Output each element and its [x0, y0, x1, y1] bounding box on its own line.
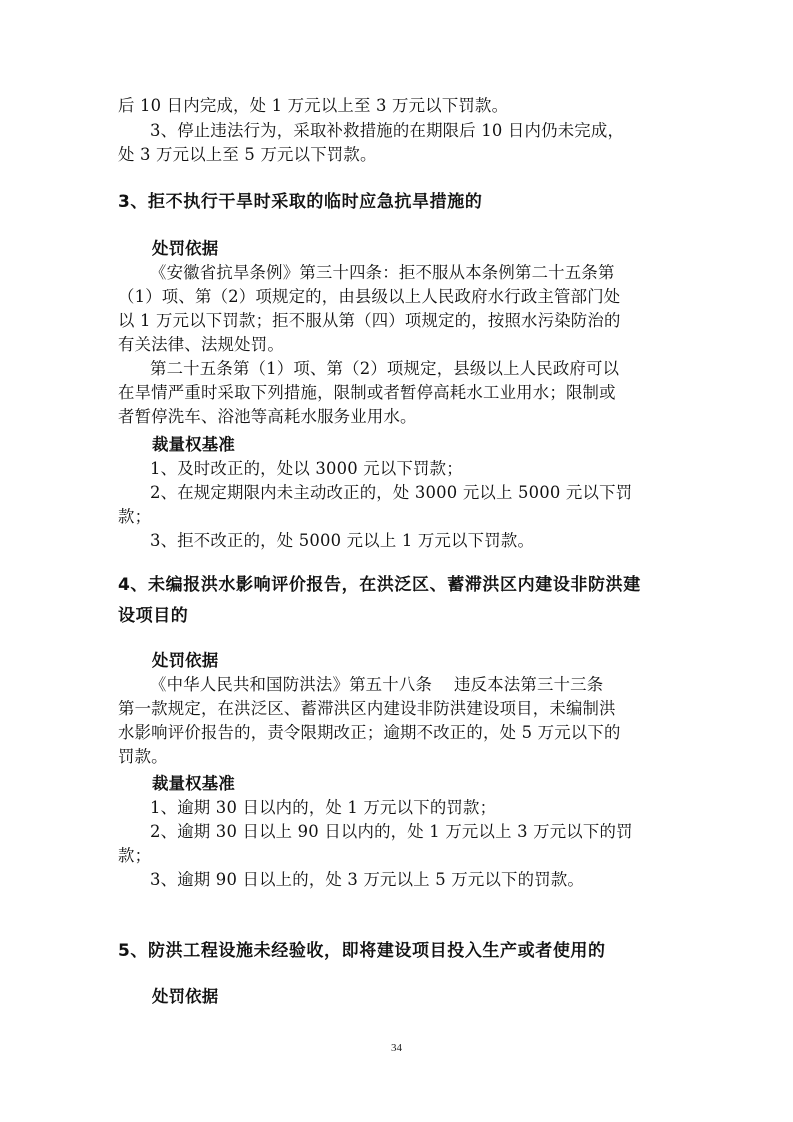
section-3-basis-line: 有关法律、法规处罚。: [118, 335, 284, 354]
section-3-basis-title: 处罚依据: [152, 239, 219, 258]
section-3-basis-line: （1）项、第（2）项规定的，由县级以上人民政府水行政主管部门处: [118, 287, 621, 306]
section-4-basis-line: 第一款规定，在洪泛区、蓄滞洪区内建设非防洪建设项目，未编制洪: [118, 699, 616, 718]
section-4-standard-line: 款；: [118, 846, 152, 865]
section-4-basis-title: 处罚依据: [152, 651, 219, 670]
section-4-basis-line: 水影响评价报告的，责令限期改正；逾期不改正的，处 5 万元以下的: [118, 723, 621, 742]
section-4-heading: 设项目的: [118, 606, 189, 626]
section-4-basis-line: 《中华人民共和国防洪法》第五十八条 违反本法第三十三条: [150, 675, 604, 694]
section-5-heading: 5、防洪工程设施未经验收，即将建设项目投入生产或者使用的: [118, 941, 606, 961]
section-3-heading: 3、拒不执行干旱时采取的临时应急抗旱措施的: [118, 192, 483, 212]
page-number: 34: [391, 1042, 402, 1054]
section-3-standard-line: 款；: [118, 507, 152, 526]
section-3-basis-line: 者暂停洗车、浴池等高耗水服务业用水。: [118, 407, 417, 426]
section-3-basis-line: 以 1 万元以下罚款；拒不服从第（四）项规定的，按照水污染防治的: [118, 311, 621, 330]
section-3-standard-line: 1、及时改正的，处以 3000 元以下罚款；: [150, 459, 463, 478]
body-line: 3、停止违法行为，采取补救措施的在期限后 10 日内仍未完成，: [150, 121, 625, 140]
section-4-basis-line: 罚款。: [118, 747, 168, 766]
section-4-standard-title: 裁量权基准: [152, 774, 235, 793]
body-line: 后 10 日内完成，处 1 万元以上至 3 万元以下罚款。: [118, 96, 509, 115]
section-4-standard-line: 3、逾期 90 日以上的，处 3 万元以上 5 万元以下的罚款。: [150, 870, 585, 889]
section-3-basis-line: 《安徽省抗旱条例》第三十四条：拒不服从本条例第二十五条第: [150, 263, 615, 282]
section-3-standard-title: 裁量权基准: [152, 435, 235, 454]
section-3-basis-line: 在旱情严重时采取下列措施，限制或者暂停高耗水工业用水；限制或: [118, 383, 616, 402]
body-line: 处 3 万元以上至 5 万元以下罚款。: [118, 145, 377, 164]
section-4-heading: 4、未编报洪水影响评价报告，在洪泛区、蓄滞洪区内建设非防洪建: [118, 575, 641, 595]
section-3-standard-line: 3、拒不改正的，处 5000 元以上 1 万元以下罚款。: [150, 531, 535, 550]
section-5-basis-title: 处罚依据: [152, 987, 219, 1006]
section-3-standard-line: 2、在规定期限内未主动改正的，处 3000 元以上 5000 元以下罚: [150, 483, 633, 502]
section-4-standard-line: 2、逾期 30 日以上 90 日以内的，处 1 万元以上 3 万元以下的罚: [150, 822, 633, 841]
section-4-standard-line: 1、逾期 30 日以内的，处 1 万元以下的罚款；: [150, 798, 497, 817]
section-3-basis-line: 第二十五条第（1）项、第（2）项规定，县级以上人民政府可以: [150, 359, 620, 378]
